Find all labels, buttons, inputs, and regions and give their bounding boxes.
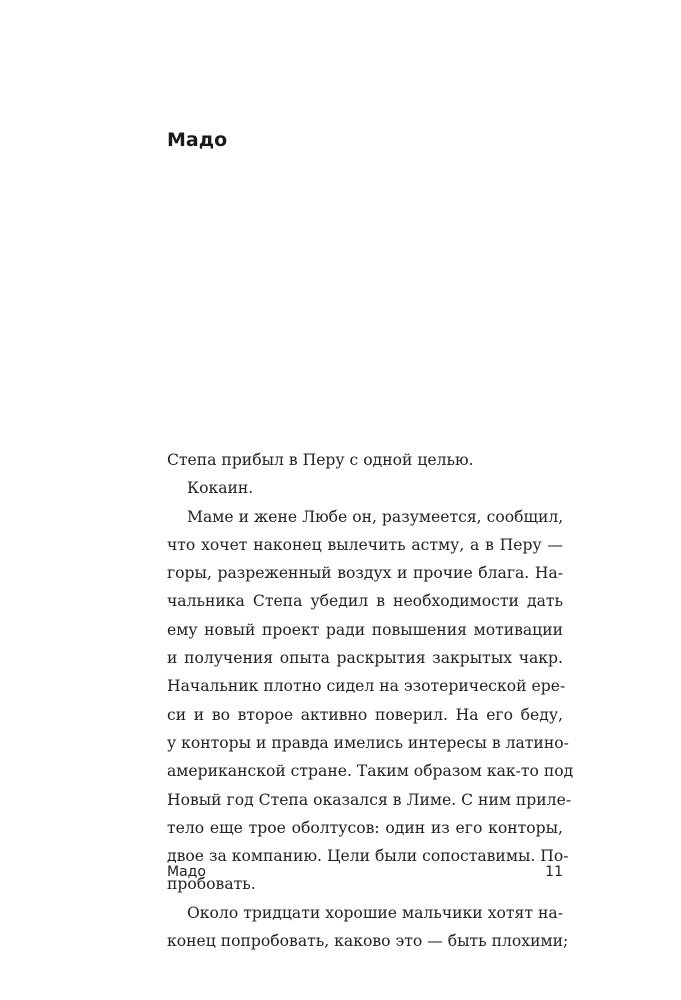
text-line: тело еще трое оболтусов: один из его конторы, [167,818,563,837]
text-line: пробовать. [167,875,256,894]
text-line: у конторы и правда имелись интересы в латино- [167,733,569,752]
text-line: Новый год Степа оказался в Лиме. С ним приле- [167,790,572,809]
text-line: Около тридцати хорошие мальчики хотят на- [187,903,563,922]
page-number: 11 [545,864,563,880]
text-line: чальника Степа убедил в необходимости дать [167,592,563,611]
text-line: Кокаин. [187,479,254,498]
text-line: Начальник плотно сидел на эзотерической ере- [167,677,566,696]
text-line: горы, разреженный воздух и прочие блага. На- [167,564,563,583]
chapter-title: Мадо [167,129,228,151]
body-text [167,446,574,955]
text-line: и получения опыта раскрытия закрытых чакр. [167,649,563,668]
text-line: си и во второе активно поверил. На его беду, [167,705,563,724]
text-line: американской стране. Таким образом как-то под [167,762,574,781]
text-line: Степа прибыл в Перу с одной целью. [167,451,474,469]
running-head: Мадо [167,864,206,880]
text-line: ему новый проект ради повышения мотивации [167,620,563,639]
text-line: Маме и жене Любе он, разумеется, сообщил, [187,507,564,526]
text-line: конец попробовать, каково это — быть плохими; [167,932,569,951]
text-line: двое за компанию. Цели были сопоставимы. По- [167,847,569,866]
text-line: что хочет наконец вылечить астму, а в Перу — [167,535,563,554]
